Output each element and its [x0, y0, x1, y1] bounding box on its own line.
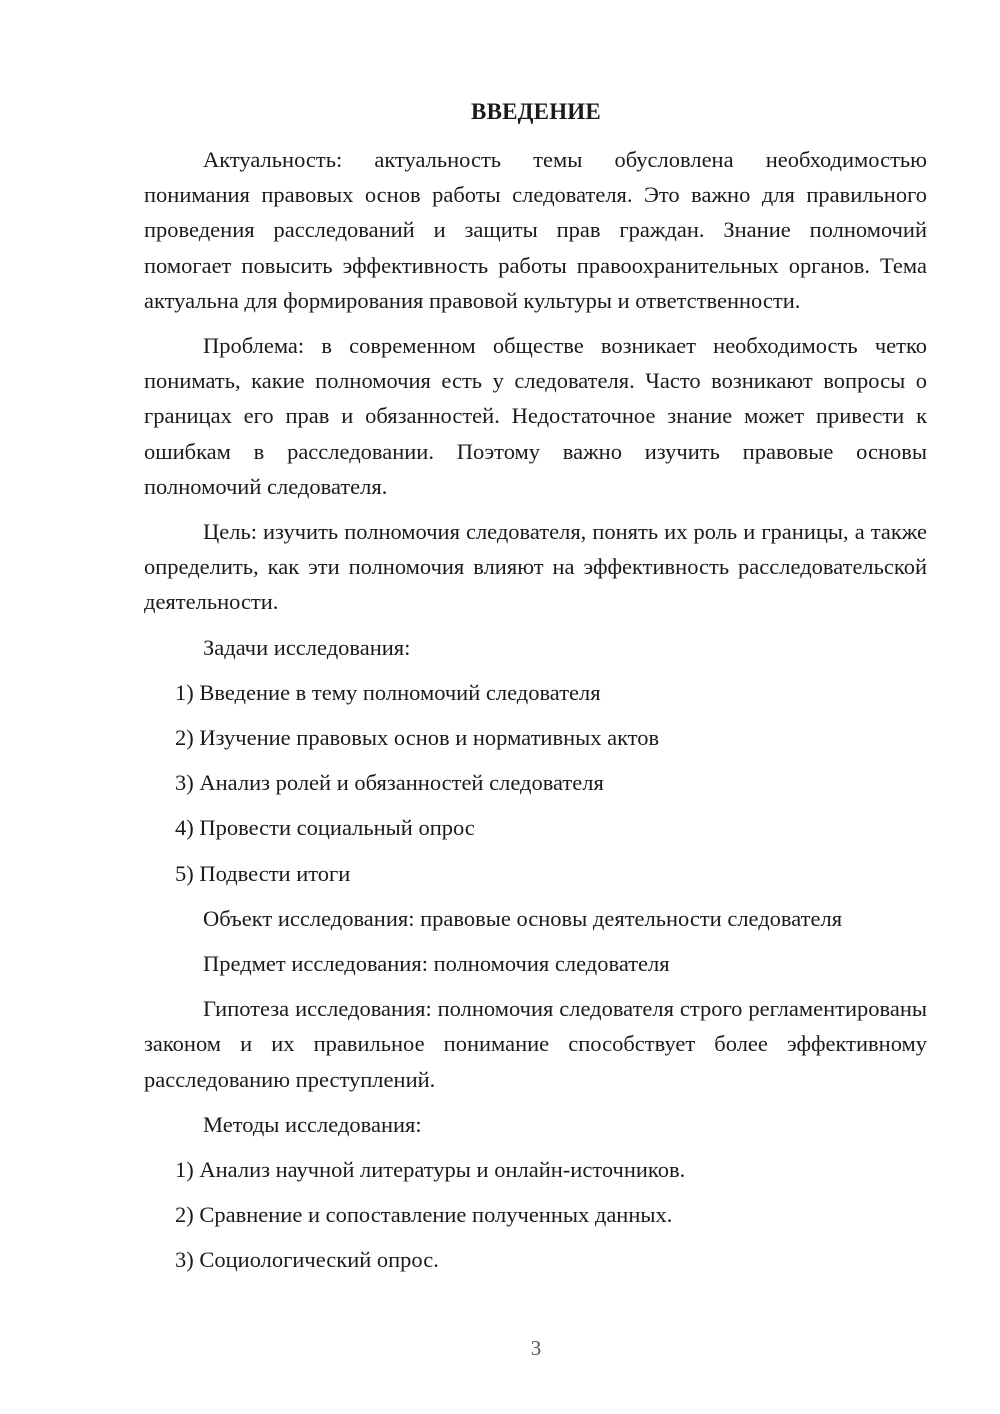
methods-heading: Методы исследования: [203, 1111, 422, 1137]
task-item: 2) Изучение правовых основ и нормативных актов [175, 725, 660, 751]
goal-paragraph: Цель: изучить полномочия следователя, понять их роль и границы, а также определить, как эти полномочия влияют на эффективность расследовательской деятельности. [144, 519, 927, 615]
problem-paragraph: Проблема: в современном обществе возникает необходимость четко понимать, какие полномочия есть у следователя. Часто возникают вопросы о границах его прав и обязанностей. Недостаточное знание может привести к ошибкам в расследовании. Поэтому важно изучить правовые основы полномочий следователя. [144, 333, 927, 499]
task-item: 1) Введение в тему полномочий следователя [175, 679, 601, 705]
object-paragraph: Объект исследования: правовые основы деятельности следователя [203, 905, 843, 931]
hypothesis-paragraph: Гипотеза исследования: полномочия следователя строго регламентированы законом и их правильное понимание способствует более эффективному расследованию преступлений. [144, 996, 927, 1092]
method-item: 1) Анализ научной литературы и онлайн-источников. [175, 1157, 686, 1183]
method-item: 3) Социологический опрос. [175, 1247, 439, 1273]
subject-paragraph: Предмет исследования: полномочия следователя [203, 951, 670, 977]
task-item: 3) Анализ ролей и обязанностей следователя [175, 770, 604, 796]
page-title: ВВЕДЕНИЕ [471, 99, 601, 124]
method-item: 2) Сравнение и сопоставление полученных данных. [175, 1202, 673, 1228]
tasks-heading: Задачи исследования: [203, 634, 411, 660]
task-item: 4) Провести социальный опрос [175, 815, 475, 841]
page-number: 3 [530, 1336, 542, 1360]
task-item: 5) Подвести итоги [175, 860, 351, 886]
document-body [144, 142, 927, 1288]
relevance-paragraph: Актуальность: актуальность темы обусловлена необходимостью понимания правовых основ работы следователя. Это важно для правильного проведения расследований и защиты прав граждан. Знание полномочий помогает повысить эффективность работы правоохранительных органов. Тема актуальна для формирования правовой культуры и ответственности. [144, 147, 927, 313]
